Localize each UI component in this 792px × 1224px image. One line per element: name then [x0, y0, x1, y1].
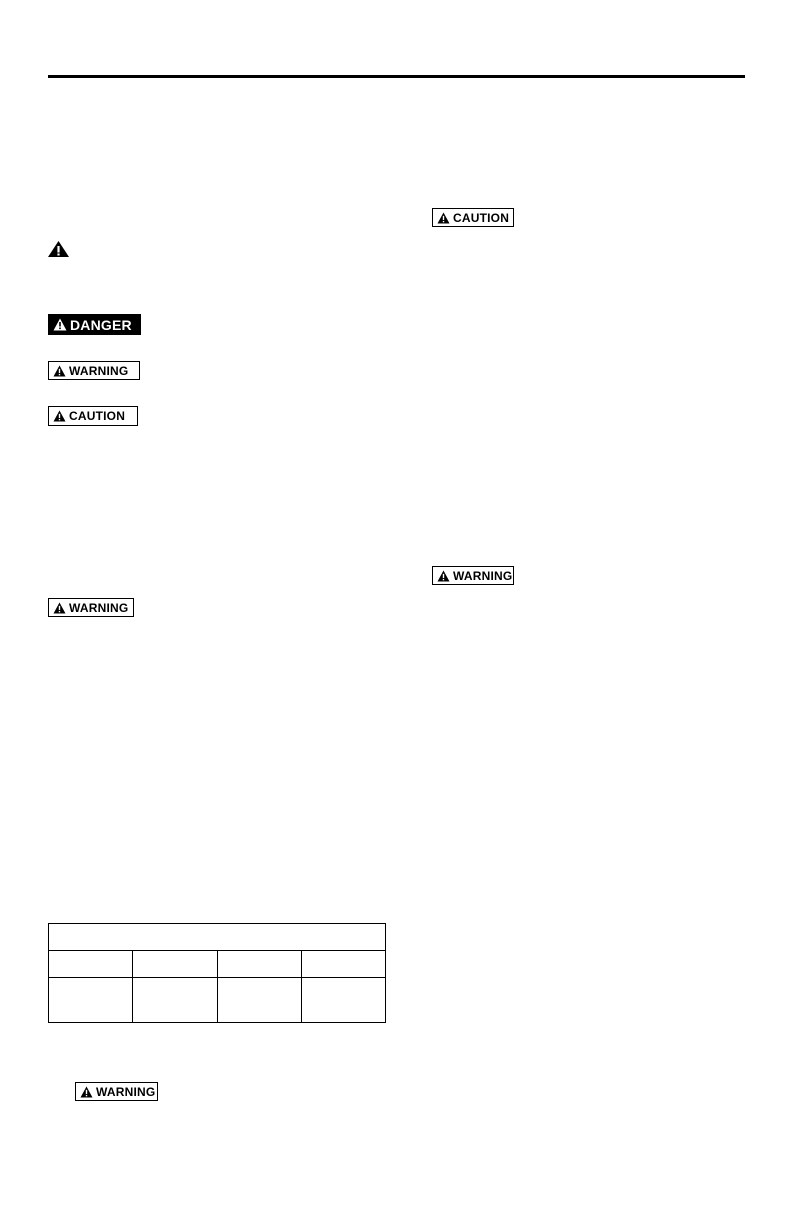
warning-triangle-icon	[437, 570, 450, 582]
table-cell	[49, 951, 133, 978]
caution-signal-label	[432, 208, 514, 227]
danger-signal-label	[48, 314, 141, 335]
warning-text: WARNING	[453, 568, 513, 583]
caution-text: CAUTION	[69, 409, 126, 423]
caution-signal-label	[48, 406, 138, 426]
danger-text: DANGER	[70, 316, 132, 333]
caution-text: CAUTION	[453, 210, 510, 225]
header-rule	[48, 75, 745, 78]
table-cell	[301, 978, 385, 1023]
warning-triangle-icon	[80, 1086, 93, 1098]
table-cell	[133, 978, 217, 1023]
table-cell	[301, 951, 385, 978]
warning-triangle-icon	[53, 410, 66, 422]
warning-signal-label	[432, 566, 514, 585]
warning-triangle-icon	[53, 602, 66, 614]
warning-signal-label	[48, 598, 134, 617]
warning-triangle-icon	[53, 365, 66, 377]
warning-text: WARNING	[69, 600, 129, 615]
table-cell	[133, 951, 217, 978]
table-cell	[217, 978, 301, 1023]
specification-table	[48, 923, 386, 1023]
warning-text: WARNING	[69, 363, 129, 378]
warning-signal-label	[75, 1082, 158, 1101]
warning-signal-label	[48, 361, 140, 380]
table-header-cell	[49, 924, 386, 951]
warning-triangle-icon	[437, 212, 450, 224]
warning-triangle-icon	[53, 318, 67, 331]
table-cell	[217, 951, 301, 978]
warning-text: WARNING	[96, 1084, 156, 1099]
safety-alert-icon	[47, 240, 70, 263]
table-cell	[49, 978, 133, 1023]
